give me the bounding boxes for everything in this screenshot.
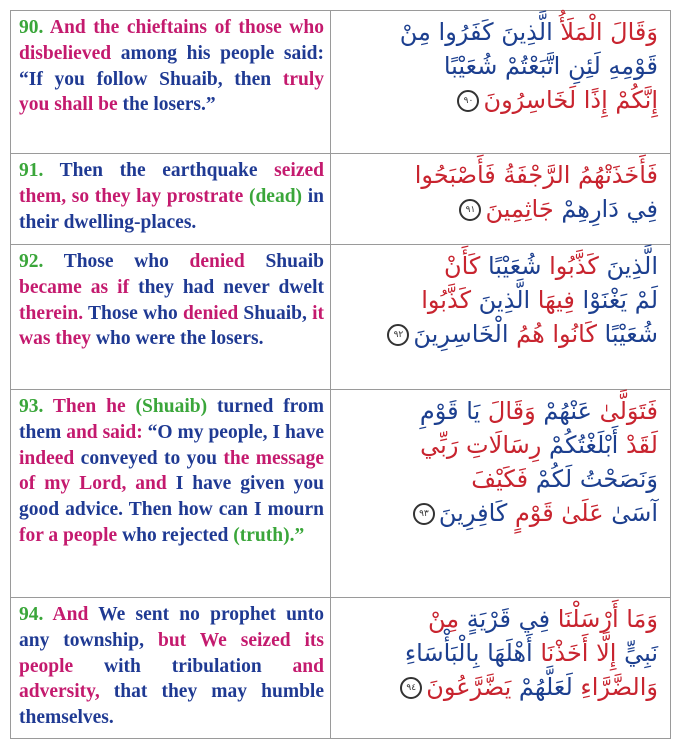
- arabic-segment: وَالضَّرَّاءِ: [572, 673, 658, 701]
- arabic-line: [339, 496, 658, 530]
- arabic-text-94: [331, 598, 670, 738]
- translation-segment: turned from them: [19, 396, 324, 443]
- arabic-segment: نَبِيٍّ: [616, 639, 658, 667]
- ayah-end-marker-icon: ٩٤: [400, 677, 422, 699]
- arabic-segment: إِلَّا أَخَذْنَا: [532, 639, 617, 667]
- translation-segment: truly you shall be: [19, 68, 324, 116]
- arabic-segment: كَذَّبُوا: [421, 286, 472, 314]
- arabic-segment: أَبْلَغْتُكُمْ: [541, 431, 619, 459]
- arabic-segment: مِنْ: [427, 605, 460, 633]
- arabic-segment: الَّذِينَ: [471, 286, 531, 314]
- arabic-segment: لَمْ يَغْنَوْا: [574, 286, 658, 314]
- translation-segment: therein.: [19, 302, 88, 324]
- translation-segment: that they may humble themselves.: [19, 681, 324, 729]
- translation-segment: it was they: [19, 302, 324, 350]
- arabic-segment: فِيهَا: [530, 286, 575, 314]
- translation-segment: of those who disbelieved: [19, 17, 324, 64]
- translation-segment: among his people said: “If you follow Shuaib, then: [19, 42, 325, 90]
- ayah-end-marker-icon: ٩١: [459, 199, 481, 221]
- arabic-segment: لَعَلَّهُمْ: [511, 673, 573, 701]
- english-translation-92: [11, 245, 331, 389]
- translation-segment: And the chieftains: [49, 17, 215, 38]
- translation-segment: Then he: [52, 396, 136, 417]
- arabic-segment: وَقَالَ: [480, 397, 536, 425]
- verse-row-91: [11, 154, 670, 245]
- verse-row-90: [11, 11, 670, 154]
- arabic-segment: الَّذِينَ كَفَرُوا مِنْ: [399, 18, 553, 46]
- arabic-segment: عَلَىٰ قَوْمٍ: [507, 499, 604, 527]
- arabic-segment: الَّذِينَ: [598, 252, 658, 280]
- english-translation-93: [11, 390, 331, 597]
- translation-segment: and adversity,: [19, 655, 324, 703]
- ayah-end-marker-icon: ٩٣: [413, 503, 435, 525]
- translation-segment: Those who: [63, 251, 190, 272]
- verse-table: [10, 10, 671, 739]
- translation-segment: in their dwelling-places.: [19, 185, 324, 233]
- english-translation-90: [11, 11, 331, 153]
- arabic-segment: فِي دَارِهِمْ: [553, 195, 658, 223]
- translation-segment: for a people: [19, 524, 123, 546]
- translation-segment: who rejected: [122, 524, 234, 546]
- arabic-text-91: [331, 154, 670, 244]
- translation-segment: they had never dwelt: [138, 276, 324, 298]
- verse-number: 93.: [19, 396, 53, 417]
- translation-segment: (dead): [248, 185, 308, 207]
- arabic-segment: كَأَنْ: [443, 252, 481, 280]
- arabic-line: [339, 49, 658, 83]
- translation-segment: indeed: [19, 447, 81, 469]
- translation-segment: I have given you good advice. Then how: [19, 473, 324, 521]
- verse-number: 92.: [19, 251, 64, 272]
- verse-row-92: [11, 245, 670, 390]
- arabic-segment: كَذَّبُوا: [541, 252, 599, 280]
- arabic-line: [339, 670, 658, 704]
- arabic-text-90: [331, 11, 670, 153]
- arabic-segment: أَهْلَهَا: [479, 639, 533, 667]
- english-translation-91: [11, 154, 331, 244]
- verse-number: 90.: [19, 17, 50, 38]
- translation-segment: can I mourn: [218, 499, 324, 521]
- arabic-line: [339, 317, 658, 351]
- arabic-line: [339, 192, 658, 226]
- arabic-segment: شُعَيْبًا: [480, 252, 542, 280]
- translation-segment: (truth).”: [233, 524, 305, 546]
- arabic-segment: الْخَاسِرِينَ: [413, 320, 509, 348]
- arabic-segment: عَنْهُمْ: [535, 397, 592, 425]
- arabic-segment: إِنَّكُمْ إِذًا لَخَاسِرُونَ: [483, 86, 658, 114]
- translation-segment: Then the earthquake: [59, 160, 275, 181]
- translation-segment: became as if: [19, 276, 139, 298]
- arabic-line: [339, 394, 658, 428]
- translation-segment: “O my people, I have: [147, 421, 324, 443]
- arabic-segment: يَضَّرَّعُونَ: [426, 673, 512, 701]
- translation-segment: Shuaib,: [243, 302, 313, 324]
- arabic-segment: آسَىٰ: [603, 499, 658, 527]
- arabic-segment: فَتَوَلَّىٰ: [591, 397, 658, 425]
- translation-segment: who were the losers.: [95, 328, 264, 350]
- translation-segment: Those who: [87, 302, 183, 324]
- translation-segment: Shuaib: [265, 251, 324, 272]
- arabic-line: [339, 602, 658, 636]
- translation-segment: denied: [182, 302, 244, 324]
- arabic-text-93: [331, 390, 670, 597]
- arabic-segment: فِي قَرْيَةٍ: [459, 605, 551, 633]
- verse-row-94: [11, 598, 670, 738]
- arabic-segment: لَقَدْ: [618, 431, 658, 459]
- arabic-line: [339, 158, 658, 192]
- translation-segment: conveyed to you: [80, 447, 224, 469]
- arabic-line: [339, 428, 658, 462]
- arabic-segment: وَمَا أَرْسَلْنَا: [550, 605, 658, 633]
- translation-segment: but We seized its people: [19, 629, 324, 677]
- arabic-segment: وَقَالَ الْمَلَأُ: [552, 18, 658, 46]
- arabic-segment: وَنَصَحْتُ لَكُمْ: [528, 465, 658, 493]
- arabic-line: [339, 283, 658, 317]
- translation-segment: And: [52, 604, 99, 625]
- arabic-segment: شُعَيْبًا: [596, 320, 658, 348]
- arabic-segment: فَأَخَذَتْهُمُ الرَّجْفَةُ فَأَصْبَحُوا: [414, 161, 658, 189]
- arabic-line: [339, 15, 658, 49]
- translation-segment: the message of my Lord, and: [19, 447, 324, 495]
- ayah-end-marker-icon: ٩٢: [387, 324, 409, 346]
- verse-row-93: [11, 390, 670, 598]
- arabic-segment: كَافِرِينَ: [438, 499, 508, 527]
- arabic-segment: قَوْمِهِ لَئِنِ اتَّبَعْتُمْ شُعَيْبًا: [443, 52, 658, 80]
- translation-segment: seized them, so they lay prostrate: [19, 160, 324, 207]
- arabic-line: [339, 83, 658, 117]
- translation-segment: the losers.”: [122, 94, 216, 116]
- arabic-segment: جَاثِمِينَ: [485, 195, 554, 223]
- arabic-segment: كَانُوا هُمُ: [508, 320, 597, 348]
- translation-segment: and said:: [66, 421, 148, 443]
- ayah-end-marker-icon: ٩٠: [457, 90, 479, 112]
- translation-segment: (Shuaib): [135, 396, 217, 417]
- verse-number: 91.: [19, 160, 60, 181]
- translation-segment: with tribulation: [104, 655, 293, 677]
- arabic-text-92: [331, 245, 670, 389]
- translation-segment: We sent no prophet unto any township,: [19, 604, 324, 651]
- arabic-segment: بِالْبَأْسَاءِ: [404, 639, 480, 667]
- arabic-line: [339, 462, 658, 496]
- arabic-segment: فَكَيْفَ: [471, 465, 529, 493]
- english-translation-94: [11, 598, 331, 738]
- arabic-line: [339, 249, 658, 283]
- arabic-line: [339, 636, 658, 670]
- arabic-segment: يَا قَوْمِ: [419, 397, 481, 425]
- verse-number: 94.: [19, 604, 53, 625]
- arabic-segment: رِسَالَاتِ رَبِّي: [420, 431, 542, 459]
- translation-segment: denied: [189, 251, 266, 272]
